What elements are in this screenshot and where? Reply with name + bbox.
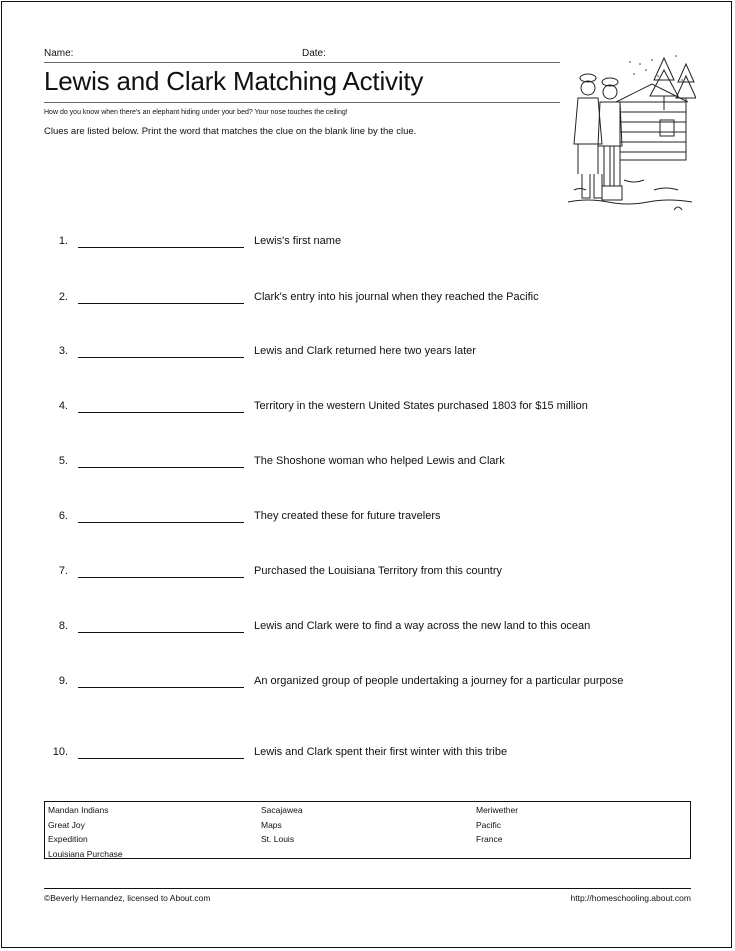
word-bank-item: Expedition [48, 834, 88, 844]
word-bank-item: France [476, 834, 503, 844]
answer-blank[interactable] [78, 687, 244, 688]
question-number: 7. [58, 565, 68, 577]
question-5 [44, 454, 694, 484]
question-9 [44, 674, 694, 714]
explorers-illustration [564, 50, 696, 218]
question-clue: An organized group of people undertaking a journey for a particular purpose [254, 675, 624, 687]
question-1 [44, 234, 694, 264]
question-clue: Lewis and Clark spent their first winter with this tribe [254, 746, 508, 758]
question-8 [44, 619, 694, 649]
joke-text: How do you know when there's an elephant hiding under your bed? Your nose touches the ceiling! [44, 109, 348, 116]
question-clue: Lewis's first name [254, 235, 342, 247]
question-number: 9. [58, 675, 68, 687]
question-7 [44, 564, 694, 594]
question-6 [44, 509, 694, 539]
question-number: 2. [58, 291, 68, 303]
word-bank-item: Pacific [476, 819, 502, 830]
word-bank-item: Louisiana Purchase [48, 848, 123, 859]
answer-blank[interactable] [78, 467, 244, 468]
question-number: 10. [52, 746, 68, 758]
date-label: Date: [302, 48, 326, 59]
question-2 [44, 290, 694, 320]
question-number: 4. [58, 400, 68, 412]
worksheet-page [1, 1, 732, 948]
answer-blank[interactable] [78, 303, 244, 304]
answer-blank[interactable] [78, 522, 244, 523]
question-clue: Lewis and Clark returned here two years later [254, 345, 476, 357]
word-bank-column-2 [261, 803, 303, 847]
question-clue: Purchased the Louisiana Territory from this country [254, 565, 503, 577]
name-date-row [44, 48, 560, 63]
answer-blank[interactable] [78, 247, 244, 248]
answer-blank[interactable] [78, 412, 244, 413]
question-clue: Lewis and Clark were to find a way across the new land to this ocean [254, 620, 591, 632]
question-clue: Territory in the western United States purchased 1803 for $15 million [254, 400, 588, 412]
answer-blank[interactable] [78, 758, 244, 759]
word-bank-item: Mandan Indians [48, 805, 109, 815]
word-bank-item: Meriwether [476, 805, 519, 815]
word-bank-item: Maps [261, 819, 282, 830]
question-clue: The Shoshone woman who helped Lewis and Clark [254, 455, 505, 467]
question-clue: Clark's entry into his journal when they reached the Pacific [254, 291, 539, 303]
answer-blank[interactable] [78, 577, 244, 578]
answer-blank[interactable] [78, 357, 244, 358]
question-number: 6. [58, 510, 68, 522]
word-bank-column-1 [48, 803, 123, 861]
question-number: 8. [58, 620, 68, 632]
word-bank [44, 801, 691, 859]
question-4 [44, 399, 694, 429]
question-3 [44, 344, 694, 374]
question-10 [44, 745, 694, 775]
source-url-link[interactable]: http://homeschooling.about.com [570, 893, 691, 903]
word-bank-item: St. Louis [261, 834, 295, 844]
page-footer [44, 888, 691, 903]
instructions-text: Clues are listed below. Print the word that matches the clue on the blank line by the clue. [44, 126, 417, 137]
word-bank-item: Great Joy [48, 819, 85, 830]
word-bank-column-3 [476, 803, 518, 847]
question-number: 1. [58, 235, 68, 247]
question-clue: They created these for future travelers [254, 510, 441, 522]
question-number: 5. [58, 455, 68, 467]
answer-blank[interactable] [78, 632, 244, 633]
word-bank-item: Sacajawea [261, 805, 303, 815]
page-title: Lewis and Clark Matching Activity [44, 64, 560, 103]
question-number: 3. [58, 345, 68, 357]
copyright-text: ©Beverly Hernandez, licensed to About.com [44, 893, 211, 903]
name-label: Name: [44, 48, 74, 59]
